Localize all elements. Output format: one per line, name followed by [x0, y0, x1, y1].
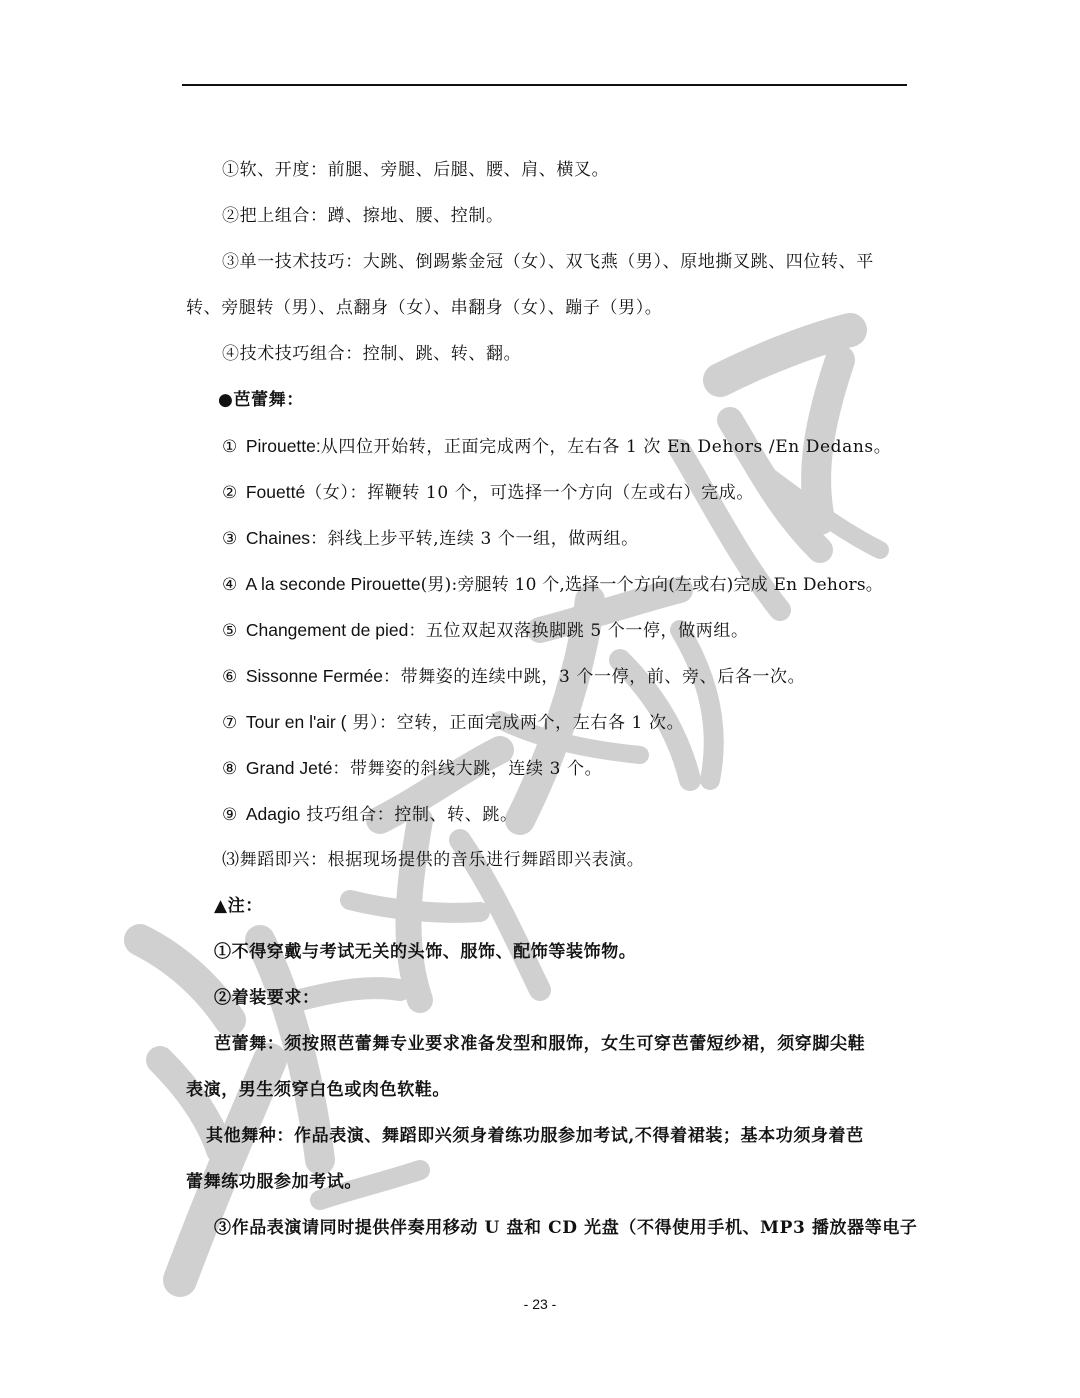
ballet-term: Sissonne Fermée	[245, 666, 383, 686]
item-number: ①	[222, 437, 238, 457]
ballet-term: Changement de pied	[245, 620, 409, 640]
ballet-description: 技巧组合：控制、转、跳。	[300, 805, 518, 825]
ballet-description: ：带舞姿的斜线大跳，连续 3 个。	[332, 759, 603, 779]
ballet-description: ：五位双起双落换脚跳 5 个一停，做两组。	[408, 621, 749, 641]
ballet-term: Grand Jeté	[245, 758, 333, 778]
text-line: 转、旁腿转（男）、点翻身（女）、串翻身（女）、蹦子（男）。	[186, 298, 663, 318]
note-line: ①不得穿戴与考试无关的头饰、服饰、配饰等装饰物。	[214, 942, 637, 962]
header-rule	[182, 84, 907, 86]
note-line: 芭蕾舞：须按照芭蕾舞专业要求准备发型和服饰，女生可穿芭蕾短纱裙，须穿脚尖鞋	[214, 1034, 866, 1054]
note-line: 其他舞种：作品表演、舞蹈即兴须身着练功服参加考试,不得着裙装；基本功须身着芭	[206, 1126, 864, 1146]
note-line: 蕾舞练功服参加考试。	[186, 1172, 362, 1192]
text-line: ④技术技巧组合：控制、跳、转、翻。	[222, 344, 522, 364]
item-number: ④	[222, 575, 238, 595]
ballet-term: Adagio	[245, 804, 301, 824]
ballet-item	[222, 480, 754, 505]
page-number: - 23 -	[523, 1296, 557, 1312]
ballet-description: (男):旁腿转 10 个,选择一个方向(左或右)完成 En Dehors。	[420, 575, 883, 595]
section-heading-note: ▲注：	[214, 896, 263, 916]
text-line: ①软、开度：前腿、旁腿、后腿、腰、肩、横叉。	[222, 160, 610, 180]
note-line: ③作品表演请同时提供伴奏用移动 U 盘和 CD 光盘（不得使用手机、MP3 播放器等电子	[214, 1218, 918, 1238]
item-number: ⑨	[222, 805, 238, 825]
ballet-term: A la seconde Pirouette	[245, 574, 421, 594]
ballet-item	[222, 434, 891, 459]
ballet-description: （女）：挥鞭转 10 个，可选择一个方向（左或右）完成。	[305, 483, 754, 503]
ballet-item	[222, 802, 518, 827]
text-line: ③单一技术技巧：大跳、倒踢紫金冠（女）、双飞燕（男）、原地撕叉跳、四位转、平	[222, 252, 874, 272]
ballet-item	[222, 664, 805, 689]
ballet-term: Fouetté	[245, 482, 306, 502]
item-number: ⑦	[222, 713, 238, 733]
item-number: ⑤	[222, 621, 238, 641]
ballet-description: 从四位开始转，正面完成两个，左右各 1 次 En Dehors /En Dedans。	[320, 437, 892, 457]
text-line: ⑶舞蹈即兴：根据现场提供的音乐进行舞蹈即兴表演。	[222, 850, 645, 870]
ballet-description: ：带舞姿的连续中跳，3 个一停，前、旁、后各一次。	[383, 667, 806, 687]
item-number: ③	[222, 529, 238, 549]
ballet-term: Pirouette:	[245, 436, 321, 456]
ballet-item	[222, 572, 883, 597]
ballet-item	[222, 756, 602, 781]
ballet-item	[222, 710, 684, 735]
section-heading-ballet: ●芭蕾舞：	[218, 390, 304, 410]
item-number: ⑧	[222, 759, 238, 779]
ballet-description: ：斜线上步平转,连续 3 个一组，做两组。	[310, 529, 639, 549]
item-number: ②	[222, 483, 238, 503]
ballet-item	[222, 526, 639, 551]
ballet-description: 男）：空转，正面完成两个，左右各 1 次。	[346, 713, 685, 733]
note-line: 表演，男生须穿白色或肉色软鞋。	[186, 1080, 450, 1100]
note-line: ②着装要求：	[214, 988, 320, 1008]
ballet-term: Chaines	[245, 528, 311, 548]
item-number: ⑥	[222, 667, 238, 687]
ballet-item	[222, 618, 749, 643]
ballet-term: Tour en l'air (	[245, 712, 347, 732]
text-line: ②把上组合：蹲、擦地、腰、控制。	[222, 206, 504, 226]
